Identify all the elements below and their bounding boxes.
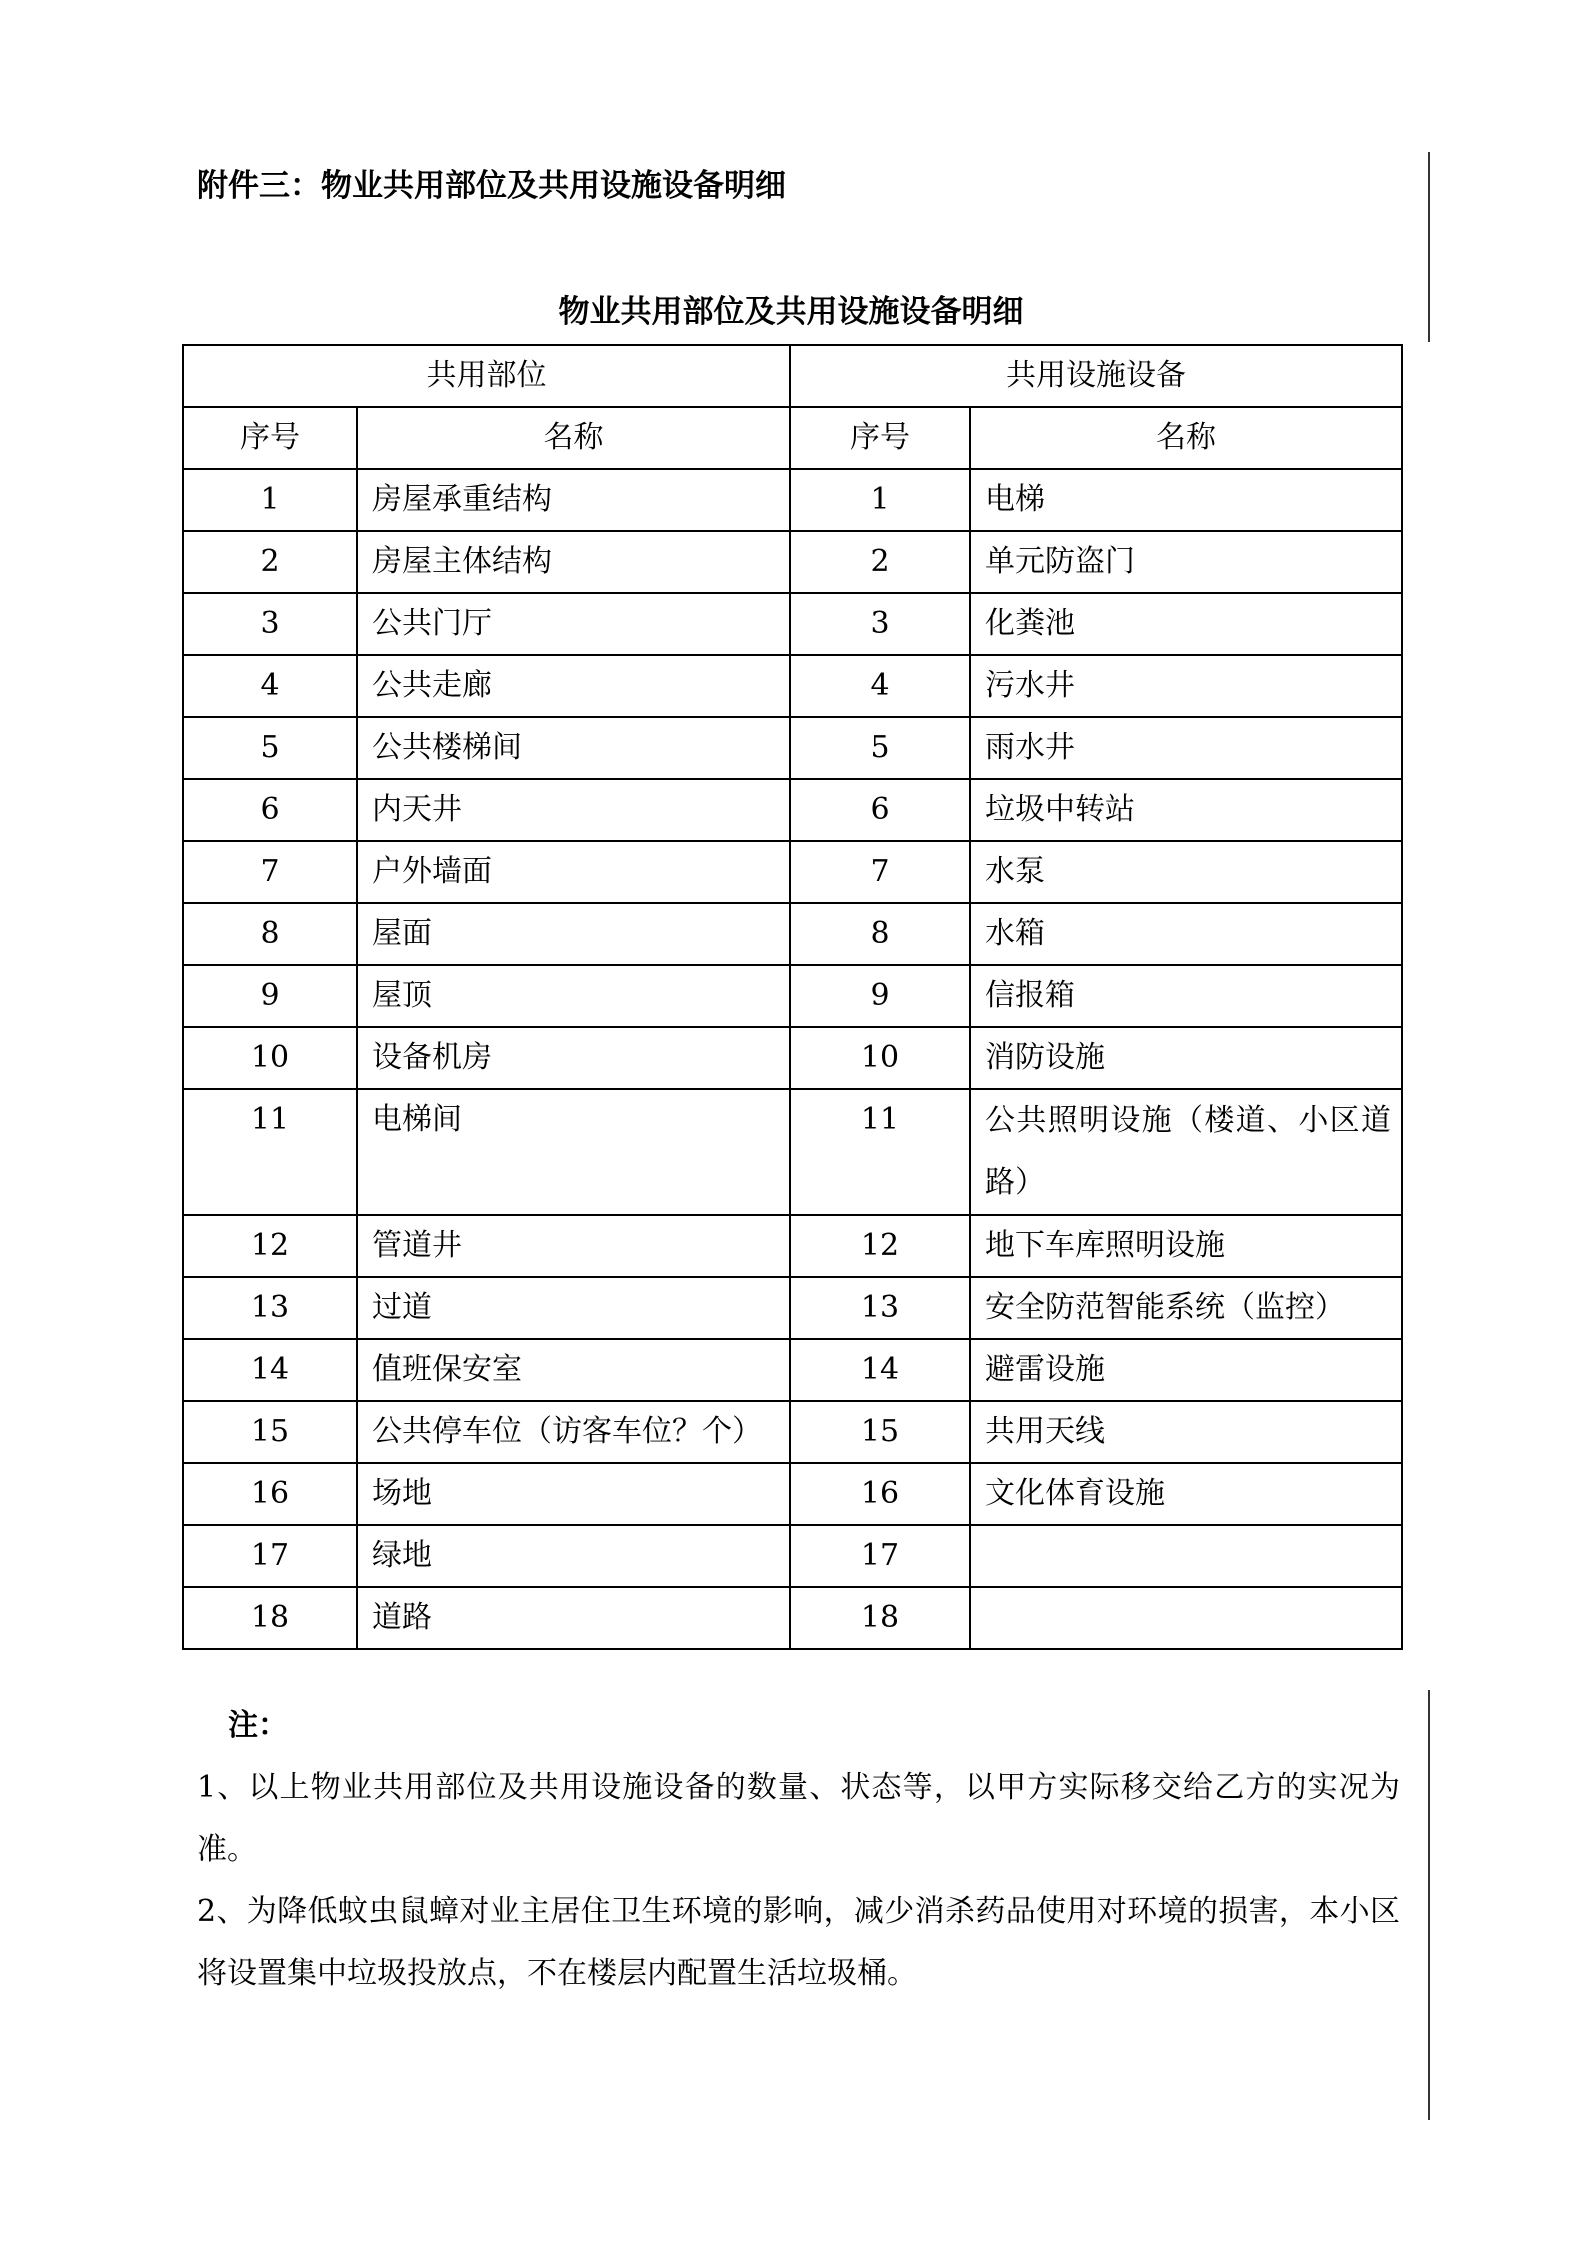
right-margin-line-top [1428, 152, 1430, 342]
part-number: 14 [183, 1339, 357, 1401]
facility-name: 单元防盗门 [970, 531, 1402, 593]
part-name: 电梯间 [357, 1089, 790, 1215]
facility-number: 13 [790, 1277, 970, 1339]
facility-number: 1 [790, 469, 970, 531]
facility-name: 避雷设施 [970, 1339, 1402, 1401]
part-number: 12 [183, 1215, 357, 1277]
note-item: 2、为降低蚊虫鼠蟑对业主居住卫生环境的影响，减少消杀药品使用对环境的损害，本小区将设置集中垃圾投放点，不在楼层内配置生活垃圾桶。 [197, 1894, 1400, 1991]
facility-number: 2 [790, 531, 970, 593]
shared-assets-table [182, 344, 1403, 1650]
part-name: 公共门厅 [357, 593, 790, 655]
facility-name: 地下车库照明设施 [970, 1215, 1402, 1277]
part-name: 屋顶 [357, 965, 790, 1027]
part-number: 15 [183, 1401, 357, 1463]
part-name: 房屋承重结构 [357, 469, 790, 531]
facility-number: 8 [790, 903, 970, 965]
facility-name: 公共照明设施（楼道、小区道路） [970, 1089, 1402, 1215]
notes-label: 注： [228, 1708, 288, 1743]
part-number: 6 [183, 779, 357, 841]
table-row [183, 655, 1402, 717]
table-row [183, 593, 1402, 655]
table-title: 物业共用部位及共用设施设备明细 [558, 294, 1024, 330]
facility-number: 11 [790, 1089, 970, 1215]
table-row [183, 1463, 1402, 1525]
facility-name: 雨水井 [970, 717, 1402, 779]
facility-number: 3 [790, 593, 970, 655]
col-header-facility-no: 序号 [790, 407, 970, 469]
group-header-shared-facilities: 共用设施设备 [790, 345, 1402, 407]
table-row [183, 531, 1402, 593]
table-row [183, 1089, 1402, 1215]
part-name: 场地 [357, 1463, 790, 1525]
part-number: 3 [183, 593, 357, 655]
table-row [183, 841, 1402, 903]
facility-name: 安全防范智能系统（监控） [970, 1277, 1402, 1339]
facility-name: 文化体育设施 [970, 1463, 1402, 1525]
part-number: 1 [183, 469, 357, 531]
part-name: 内天井 [357, 779, 790, 841]
part-number: 7 [183, 841, 357, 903]
col-header-part-no: 序号 [183, 407, 357, 469]
facility-number: 14 [790, 1339, 970, 1401]
table-row [183, 1215, 1402, 1277]
facility-number: 12 [790, 1215, 970, 1277]
col-header-part-name: 名称 [357, 407, 790, 469]
part-name: 道路 [357, 1587, 790, 1649]
part-number: 5 [183, 717, 357, 779]
facility-name: 化粪池 [970, 593, 1402, 655]
table-row [183, 717, 1402, 779]
right-margin-line-bottom [1428, 1690, 1430, 2120]
table-row [183, 965, 1402, 1027]
part-number: 4 [183, 655, 357, 717]
facility-number: 10 [790, 1027, 970, 1089]
facility-name: 信报箱 [970, 965, 1402, 1027]
table-row [183, 903, 1402, 965]
part-number: 10 [183, 1027, 357, 1089]
facility-name [970, 1587, 1402, 1649]
part-name: 绿地 [357, 1525, 790, 1587]
table-row [183, 1027, 1402, 1089]
facility-number: 6 [790, 779, 970, 841]
facility-name: 垃圾中转站 [970, 779, 1402, 841]
part-name: 管道井 [357, 1215, 790, 1277]
facility-number: 4 [790, 655, 970, 717]
table-row [183, 1587, 1402, 1649]
part-number: 9 [183, 965, 357, 1027]
part-name: 户外墙面 [357, 841, 790, 903]
facility-name: 电梯 [970, 469, 1402, 531]
part-number: 18 [183, 1587, 357, 1649]
facility-number: 5 [790, 717, 970, 779]
col-header-facility-name: 名称 [970, 407, 1402, 469]
facility-name: 污水井 [970, 655, 1402, 717]
facility-number: 7 [790, 841, 970, 903]
facility-name: 水箱 [970, 903, 1402, 965]
attachment-heading: 附件三：物业共用部位及共用设施设备明细 [197, 168, 786, 204]
facility-number: 16 [790, 1463, 970, 1525]
facility-name: 共用天线 [970, 1401, 1402, 1463]
column-header-row [183, 407, 1402, 469]
table-row [183, 1525, 1402, 1587]
note-item: 1、以上物业共用部位及共用设施设备的数量、状态等，以甲方实际移交给乙方的实况为准。 [197, 1770, 1400, 1867]
facility-number: 15 [790, 1401, 970, 1463]
table-row [183, 779, 1402, 841]
part-name: 设备机房 [357, 1027, 790, 1089]
facility-number: 17 [790, 1525, 970, 1587]
facility-name [970, 1525, 1402, 1587]
group-header-shared-parts: 共用部位 [183, 345, 790, 407]
part-number: 17 [183, 1525, 357, 1587]
table-row [183, 1401, 1402, 1463]
table-row [183, 469, 1402, 531]
table-row [183, 1339, 1402, 1401]
part-name: 房屋主体结构 [357, 531, 790, 593]
facility-number: 9 [790, 965, 970, 1027]
part-number: 8 [183, 903, 357, 965]
part-name: 值班保安室 [357, 1339, 790, 1401]
facility-name: 消防设施 [970, 1027, 1402, 1089]
part-name: 屋面 [357, 903, 790, 965]
part-number: 11 [183, 1089, 357, 1215]
facility-number: 18 [790, 1587, 970, 1649]
part-name: 过道 [357, 1277, 790, 1339]
part-name: 公共停车位（访客车位？个） [357, 1401, 790, 1463]
part-number: 16 [183, 1463, 357, 1525]
part-name: 公共走廊 [357, 655, 790, 717]
facility-name: 水泵 [970, 841, 1402, 903]
group-header-row [183, 345, 1402, 407]
part-name: 公共楼梯间 [357, 717, 790, 779]
table-row [183, 1277, 1402, 1339]
part-number: 2 [183, 531, 357, 593]
part-number: 13 [183, 1277, 357, 1339]
